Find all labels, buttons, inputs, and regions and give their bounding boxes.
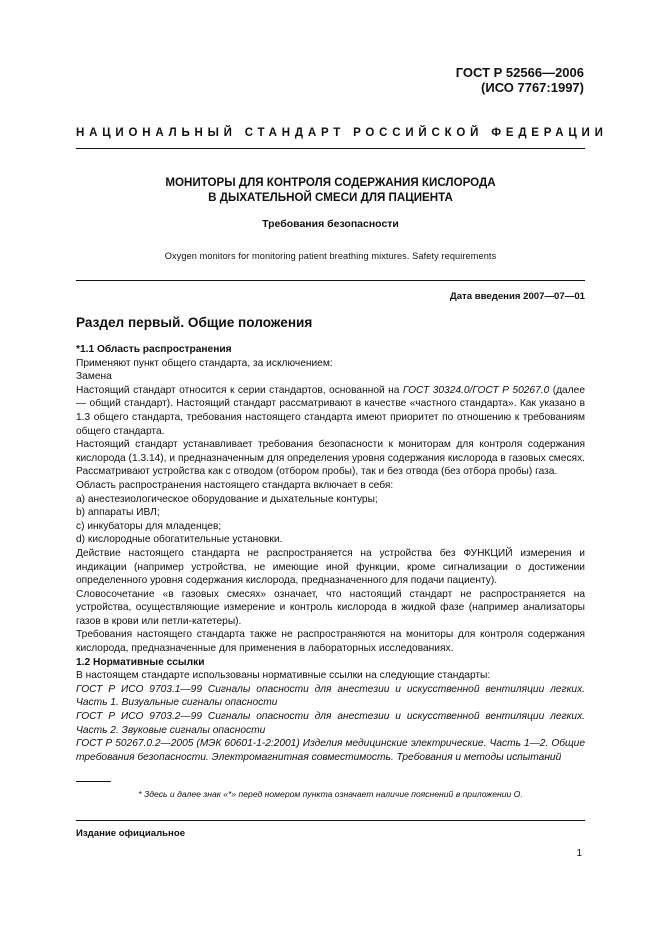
paragraph: Применяют пункт общего стандарта, за исключением: xyxy=(76,357,333,369)
reference-item: ГОСТ Р 50267.0.2—2005 (МЭК 60601-1-2:2001) Изделия медицинские электрические. Часть 1—2. Общие требования безопасности. Электромагнитная совместимость. Требования и методы испытаний xyxy=(76,738,585,763)
paragraph: Настоящий стандарт устанавливает требования безопасности к мониторам для контроля содержания кислорода (1.3.14), и предназначенным для определения уровня содержания кислорода в газовых смесях. Рассматривают устройства как с отводом (отбором пробы), так и без отвода (без отбора пробы) газа. xyxy=(76,439,585,478)
body-text xyxy=(76,343,585,764)
reference-item: ГОСТ Р ИСО 9703.1—99 Сигналы опасности для анестезии и искусственной вентиляции легких. Часть 1. Визуальные сигналы опасности xyxy=(76,683,585,709)
divider-top xyxy=(76,148,585,149)
title-line-1: МОНИТОРЫ ДЛЯ КОНТРОЛЯ СОДЕРЖАНИЯ КИСЛОРОДА xyxy=(165,176,496,189)
paragraph: Требования настоящего стандарта также не распространяются на мониторы для контроля содержания кислорода, предназначенные для применения в лабораторных исследованиях. xyxy=(76,629,585,655)
divider-middle xyxy=(76,280,585,281)
paragraph-series xyxy=(76,384,585,438)
footnote-rule xyxy=(76,781,111,782)
document-title xyxy=(76,175,585,205)
paragraph: Замена xyxy=(76,371,112,383)
edition-label: Издание официальное xyxy=(76,828,186,839)
paragraph: Словосочетание «в газовых смесях» означает, что настоящий стандарт не распространяется на устройства, осуществляющие измерение и контроль кислорода в жидкой фазе (например анализаторы газов в крови или петли-катетеры). xyxy=(76,588,585,627)
title-line-2: В ДЫХАТЕЛЬНОЙ СМЕСИ ДЛЯ ПАЦИЕНТА xyxy=(208,191,453,204)
list-item: а) анестезиологическое оборудование и дыхательные контуры; xyxy=(76,493,378,505)
document-number xyxy=(456,65,584,95)
paragraph: Область распространения настоящего стандарта включает в себя: xyxy=(76,479,394,491)
english-title: Oxygen monitors for monitoring patient breathing mixtures. Safety requirements xyxy=(164,251,497,261)
reference-item: ГОСТ Р ИСО 9703.2—99 Сигналы опасности для анестезии и искусственной вентиляции легких. Часть 2. Звуковые сигналы опасности xyxy=(76,711,585,736)
iso-number: (ИСО 7767:1997) xyxy=(481,80,584,95)
national-standard-banner: НАЦИОНАЛЬНЫЙ СТАНДАРТ РОССИЙСКОЙ ФЕДЕРАЦИИ xyxy=(76,127,608,139)
effective-date: Дата введения 2007—07—01 xyxy=(449,291,585,302)
paragraph: В настоящем стандарте использованы нормативные ссылки на следующие стандарты: xyxy=(76,670,491,682)
reference-span: ГОСТ 30324.0/ГОСТ Р 50267.0 xyxy=(402,384,550,396)
text-span: (далее — общий стандарт). Настоящий стандарт рассматривают в качестве «частного стандарта». Как указано в 1.3 общего стандарта, требования настоящего стандарта имеют приоритет по отношению к требованиям общего стандарта. xyxy=(76,384,585,437)
paragraph: Действие настоящего стандарта не распространяется на устройства без ФУНКЦИЙ измерения и индикации (например устройства, не имеющие иной функции, кроме сигнализации о достижении определенного уровня содержания кислорода, предназначенного для подачи пациенту). xyxy=(76,547,585,587)
page-number: 1 xyxy=(576,848,582,859)
clause-heading-scope: *1.1 Область распространения xyxy=(76,344,232,355)
section-heading: Раздел первый. Общие положения xyxy=(76,315,313,330)
divider-bottom xyxy=(76,820,585,821)
footnote: * Здесь и далее знак «*» перед номером пункта означает наличие пояснений в приложении О. xyxy=(138,789,523,799)
standard-number: ГОСТ Р 52566—2006 xyxy=(455,65,584,80)
document-subtitle: Требования безопасности xyxy=(262,218,399,230)
clause-heading-references: 1.2 Нормативные ссылки xyxy=(76,656,205,668)
list-item: d) кислородные обогатительные установки. xyxy=(76,534,283,546)
list-item: b) аппараты ИВЛ; xyxy=(76,507,160,519)
list-item: c) инкубаторы для младенцев; xyxy=(76,520,222,532)
text-span: Настоящий стандарт относится к серии стандартов, основанной на xyxy=(76,384,403,396)
